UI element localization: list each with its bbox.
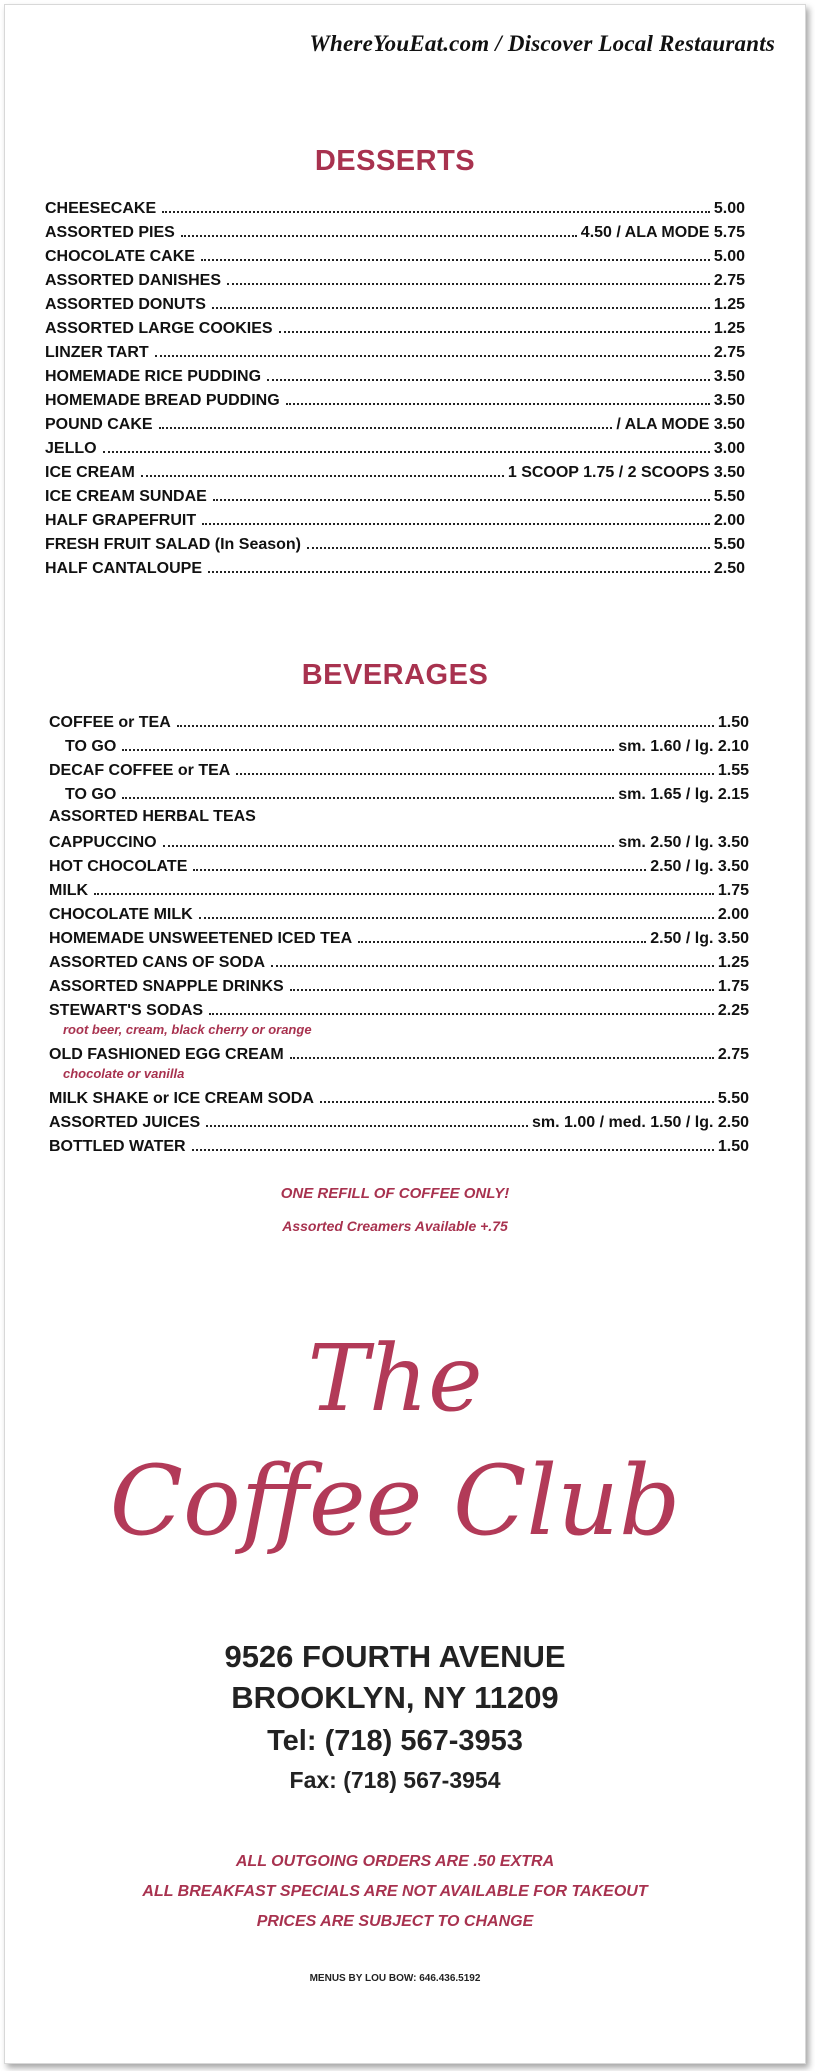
item-price: sm. 1.60 / lg. 2.10 [618,738,749,755]
dot-leader [286,387,710,405]
menu-item [45,195,745,219]
dot-leader [163,829,615,847]
menu-item [45,363,745,387]
item-name: ASSORTED CANS OF SODA [49,954,266,971]
menu-item [49,757,749,781]
item-price: 5.50 [713,536,745,553]
item-name: OLD FASHIONED EGG CREAM [49,1046,284,1063]
item-price: 1 SCOOP 1.75 / 2 SCOOPS 3.50 [507,464,745,481]
dot-leader [307,531,710,549]
item-name: ASSORTED PIES [45,224,175,241]
item-price: 1.75 [717,882,749,899]
dot-leader [192,1133,714,1151]
breakfast-specials-note: ALL BREAKFAST SPECIALS ARE NOT AVAILABLE FOR TAKEOUT [142,1883,648,1900]
item-name: ICE CREAM SUNDAE [45,488,207,505]
item-name: HOMEMADE BREAD PUDDING [45,392,280,409]
menu-item [45,267,745,291]
menu-item [45,219,745,243]
item-name: TO GO [65,738,117,755]
item-name: COFFEE or TEA [49,714,171,731]
menu-item [49,805,749,829]
item-price: 1.50 [717,714,749,731]
item-name: BOTTLED WATER [49,1138,186,1155]
dot-leader [358,925,646,943]
dot-leader [162,195,710,213]
watermark: WhereYouEat.com / Discover Local Restaurants [309,31,775,56]
item-name: TO GO [65,786,117,803]
item-price: 1.25 [717,954,749,971]
dot-leader [159,411,613,429]
menu-item [49,949,749,973]
item-price: 2.75 [713,272,745,289]
menu-item [49,853,749,877]
item-price: 2.50 [713,560,745,577]
menu-item [45,459,745,483]
item-price: 3.00 [713,440,745,457]
item-note: root beer, cream, black cherry or orange [63,1022,312,1037]
dot-leader [290,973,714,991]
fax-number: Fax: (718) 567-3954 [289,1767,501,1793]
beverages-list [49,709,749,1157]
menu-item [49,829,749,853]
menu-item [45,243,745,267]
item-name: ASSORTED HERBAL TEAS [49,808,256,825]
menu-item [49,925,749,949]
creamers-note: Assorted Creamers Available +.75 [282,1218,508,1234]
dot-leader [290,1041,714,1059]
item-name: JELLO [45,440,97,457]
dot-leader [199,901,714,919]
item-name: ICE CREAM [45,464,135,481]
item-name: CAPPUCCINO [49,834,157,851]
outgoing-orders-note: ALL OUTGOING ORDERS ARE .50 EXTRA [235,1853,555,1870]
menu-page [4,4,806,2064]
dot-leader [213,483,710,501]
menu-item [49,709,749,733]
dot-leader [262,805,745,821]
dot-leader [94,877,714,895]
item-price: 2.75 [713,344,745,361]
item-price: 2.50 / lg. 3.50 [650,930,749,947]
dot-leader [122,733,614,751]
dot-leader [201,243,710,261]
dot-leader [141,459,504,477]
menu-item [49,1085,749,1109]
dot-leader [271,949,714,967]
item-price: 4.50 / ALA MODE 5.75 [580,224,745,241]
dot-leader [209,997,714,1015]
menu-item [49,1041,749,1065]
dot-leader [212,291,710,309]
item-price: 1.50 [717,1138,749,1155]
item-price: 5.50 [717,1090,749,1107]
item-name: HOMEMADE UNSWEETENED ICED TEA [49,930,353,947]
item-name: HOMEMADE RICE PUDDING [45,368,262,385]
menu-item [49,1109,749,1133]
dot-leader [208,555,710,573]
address-street: 9526 FOURTH AVENUE [224,1639,566,1674]
item-price: 5.50 [713,488,745,505]
address-city: BROOKLYN, NY 11209 [231,1680,559,1715]
dot-leader [279,315,710,333]
item-name: ASSORTED SNAPPLE DRINKS [49,978,284,995]
item-name: ASSORTED DONUTS [45,296,206,313]
dot-leader [181,219,577,237]
dot-leader [320,1085,714,1103]
menu-item [45,555,745,579]
item-price: 2.50 / lg. 3.50 [650,858,749,875]
item-name: POUND CAKE [45,416,153,433]
menu-item [49,1133,749,1157]
menu-item [45,315,745,339]
menu-item [49,781,749,805]
dot-leader [202,507,710,525]
item-price: 2.25 [717,1002,749,1019]
menu-item [45,483,745,507]
item-price: 1.75 [717,978,749,995]
item-name: HOT CHOCOLATE [49,858,188,875]
phone-number: Tel: (718) 567-3953 [267,1725,523,1757]
refill-note: ONE REFILL OF COFFEE ONLY! [280,1185,510,1202]
menu-item [45,507,745,531]
dot-leader [227,267,710,285]
prices-change-note: PRICES ARE SUBJECT TO CHANGE [256,1913,534,1930]
item-name: CHOCOLATE MILK [49,906,193,923]
item-note: chocolate or vanilla [63,1066,185,1081]
item-price: 2.00 [713,512,745,529]
dot-leader [103,435,710,453]
desserts-list [45,195,745,579]
menu-item [45,435,745,459]
menu-item [45,411,745,435]
desserts-title: DESSERTS [314,145,476,177]
dot-leader [206,1109,528,1127]
item-price: sm. 1.00 / med. 1.50 / lg. 2.50 [531,1114,749,1131]
item-price: 2.75 [717,1046,749,1063]
item-price: / ALA MODE 3.50 [616,416,745,433]
item-name: MILK [49,882,89,899]
item-name: STEWART'S SODAS [49,1002,204,1019]
item-price: 5.00 [713,248,745,265]
item-price: 3.50 [713,392,745,409]
item-price: 3.50 [713,368,745,385]
item-price: 1.55 [717,762,749,779]
item-name: ASSORTED DANISHES [45,272,222,289]
item-name: FRESH FRUIT SALAD (In Season) [45,536,302,553]
menu-credit: MENUS BY LOU BOW: 646.436.5192 [309,1973,481,1984]
beverages-title: BEVERAGES [301,659,489,691]
dot-leader [155,339,710,357]
item-name: CHEESECAKE [45,200,157,217]
item-name: MILK SHAKE or ICE CREAM SODA [49,1090,314,1107]
menu-item [45,387,745,411]
menu-item [49,733,749,757]
menu-item [49,901,749,925]
item-name: ASSORTED JUICES [49,1114,201,1131]
item-price: 2.00 [717,906,749,923]
menu-item [45,531,745,555]
item-name: ASSORTED LARGE COOKIES [45,320,273,337]
logo-the: The [307,1325,483,1432]
logo-coffee-club: Coffee Club [109,1445,681,1557]
dot-leader [177,709,714,727]
dot-leader [122,781,614,799]
item-name: LINZER TART [45,344,149,361]
item-name: HALF GRAPEFRUIT [45,512,197,529]
item-name: HALF CANTALOUPE [45,560,203,577]
menu-item [49,973,749,997]
dot-leader [267,363,710,381]
menu-item [45,291,745,315]
dot-leader [193,853,646,871]
item-price: 1.25 [713,296,745,313]
menu-item [49,877,749,901]
dot-leader [236,757,714,775]
item-price: 5.00 [713,200,745,217]
item-price: sm. 2.50 / lg. 3.50 [618,834,749,851]
menu-item [49,997,749,1021]
menu-item [45,339,745,363]
item-price: sm. 1.65 / lg. 2.15 [618,786,749,803]
item-name: DECAF COFFEE or TEA [49,762,231,779]
item-price: 1.25 [713,320,745,337]
item-name: CHOCOLATE CAKE [45,248,195,265]
